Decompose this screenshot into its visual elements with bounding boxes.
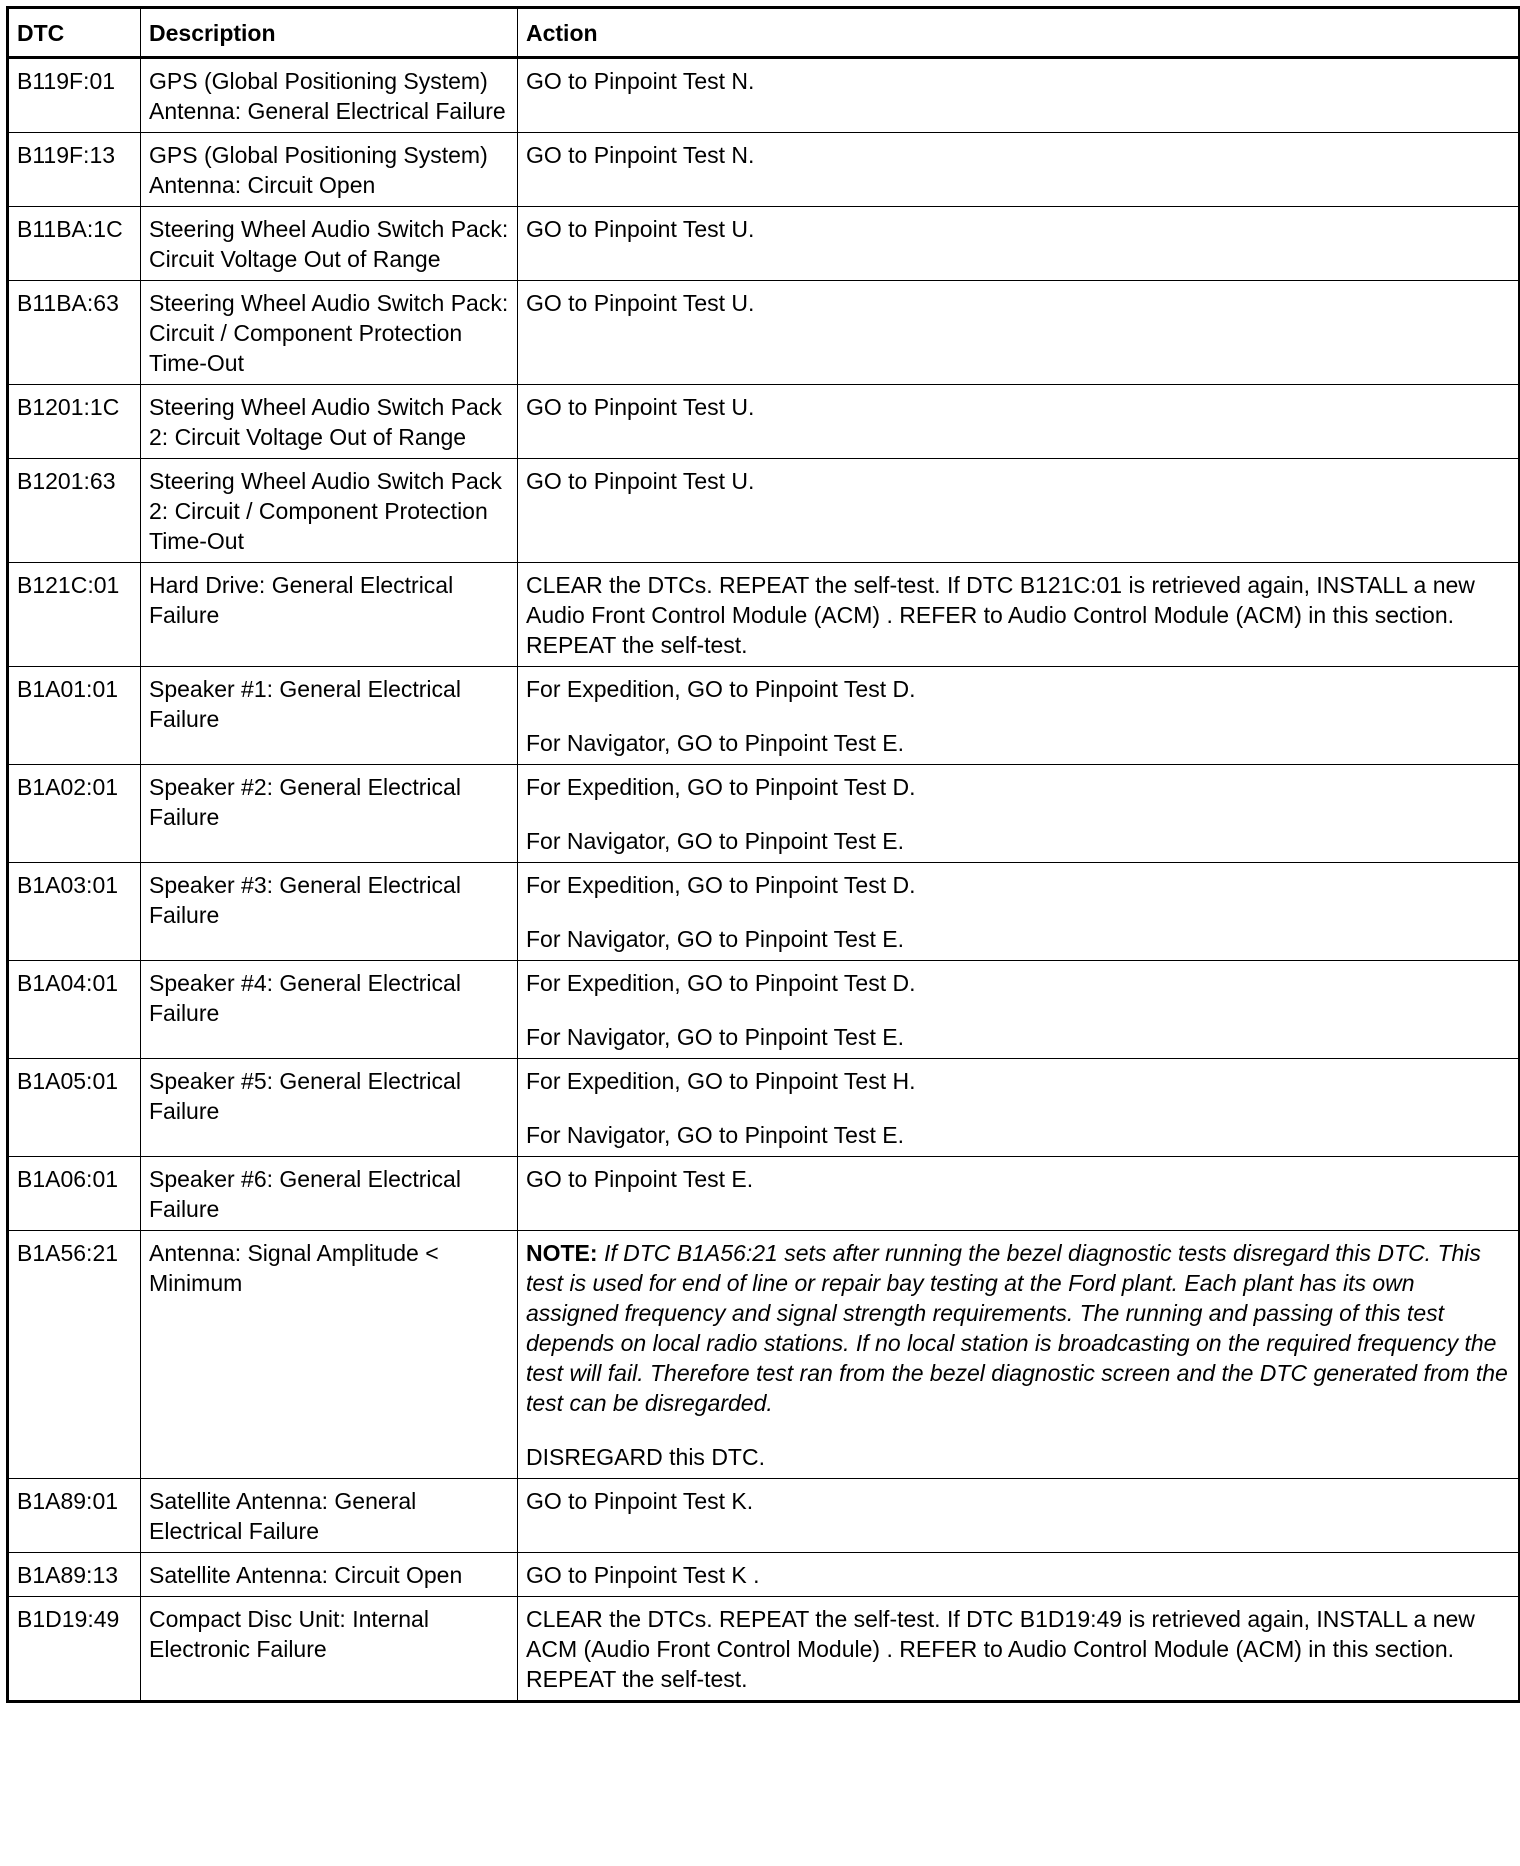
table-row	[8, 281, 1520, 385]
action-paragraph: GO to Pinpoint Test U.	[526, 394, 755, 420]
action-paragraph: GO to Pinpoint Test N.	[526, 142, 755, 168]
action-paragraph: CLEAR the DTCs. REPEAT the self-test. If DTC B121C:01 is retrieved again, INSTALL a new Audio Front Control Module (ACM) . REFER to Audio Control Module (ACM) in this section. REPEAT the self-test.	[526, 572, 1475, 658]
dtc-description: Antenna: Signal Amplitude < Minimum	[141, 1231, 518, 1479]
table-row	[8, 667, 1520, 765]
dtc-description: Steering Wheel Audio Switch Pack 2: Circuit / Component Protection Time-Out	[141, 459, 518, 563]
dtc-description: Speaker #2: General Electrical Failure	[141, 765, 518, 863]
dtc-table	[6, 6, 1520, 1703]
table-row	[8, 459, 1520, 563]
table-body	[8, 58, 1520, 1702]
dtc-description: Speaker #1: General Electrical Failure	[141, 667, 518, 765]
dtc-action	[518, 1479, 1520, 1553]
dtc-code: B11BA:1C	[8, 207, 141, 281]
dtc-code: B1A04:01	[8, 961, 141, 1059]
dtc-action	[518, 385, 1520, 459]
dtc-action	[518, 667, 1520, 765]
dtc-code: B121C:01	[8, 563, 141, 667]
action-paragraph: For Expedition, GO to Pinpoint Test D.	[526, 774, 916, 800]
dtc-code: B1A89:01	[8, 1479, 141, 1553]
dtc-table-container	[6, 6, 1520, 1703]
dtc-code: B1A05:01	[8, 1059, 141, 1157]
table-row	[8, 765, 1520, 863]
action-paragraph: For Navigator, GO to Pinpoint Test E.	[526, 828, 904, 854]
dtc-code: B1201:63	[8, 459, 141, 563]
dtc-code: B1201:1C	[8, 385, 141, 459]
action-paragraph: For Navigator, GO to Pinpoint Test E.	[526, 730, 904, 756]
action-paragraph: GO to Pinpoint Test U.	[526, 290, 755, 316]
action-paragraph: GO to Pinpoint Test U.	[526, 216, 755, 242]
dtc-description: GPS (Global Positioning System) Antenna: General Electrical Failure	[141, 58, 518, 133]
action-paragraph: GO to Pinpoint Test K .	[526, 1562, 760, 1588]
table-row	[8, 207, 1520, 281]
note-label: NOTE:	[526, 1240, 598, 1266]
dtc-action	[518, 281, 1520, 385]
table-row	[8, 1231, 1520, 1479]
action-paragraph: CLEAR the DTCs. REPEAT the self-test. If DTC B1D19:49 is retrieved again, INSTALL a new ACM (Audio Front Control Module) . REFER to Audio Control Module (ACM) in this section. REPEAT the self-test.	[526, 1606, 1475, 1692]
table-row	[8, 863, 1520, 961]
dtc-code: B1A03:01	[8, 863, 141, 961]
dtc-action	[518, 1157, 1520, 1231]
dtc-description: Steering Wheel Audio Switch Pack: Circuit / Component Protection Time-Out	[141, 281, 518, 385]
dtc-code: B1D19:49	[8, 1597, 141, 1702]
dtc-code: B11BA:63	[8, 281, 141, 385]
dtc-action	[518, 863, 1520, 961]
dtc-code: B1A06:01	[8, 1157, 141, 1231]
dtc-description: Speaker #5: General Electrical Failure	[141, 1059, 518, 1157]
table-header	[8, 8, 1520, 58]
header-action: Action	[518, 8, 1520, 58]
dtc-description: Speaker #6: General Electrical Failure	[141, 1157, 518, 1231]
dtc-action	[518, 765, 1520, 863]
action-paragraph: DISREGARD this DTC.	[526, 1444, 765, 1470]
dtc-description: Hard Drive: General Electrical Failure	[141, 563, 518, 667]
action-paragraph: For Expedition, GO to Pinpoint Test H.	[526, 1068, 916, 1094]
table-row	[8, 1597, 1520, 1702]
table-row	[8, 563, 1520, 667]
dtc-code: B119F:13	[8, 133, 141, 207]
dtc-description: GPS (Global Positioning System) Antenna: Circuit Open	[141, 133, 518, 207]
dtc-action	[518, 58, 1520, 133]
action-paragraph: For Navigator, GO to Pinpoint Test E.	[526, 926, 904, 952]
header-row	[8, 8, 1520, 58]
action-paragraph: For Navigator, GO to Pinpoint Test E.	[526, 1024, 904, 1050]
dtc-code: B1A56:21	[8, 1231, 141, 1479]
dtc-action	[518, 1231, 1520, 1479]
action-paragraph: GO to Pinpoint Test K.	[526, 1488, 754, 1514]
table-row	[8, 1059, 1520, 1157]
dtc-description: Satellite Antenna: Circuit Open	[141, 1553, 518, 1597]
dtc-code: B1A89:13	[8, 1553, 141, 1597]
table-row	[8, 133, 1520, 207]
dtc-code: B119F:01	[8, 58, 141, 133]
action-paragraph: GO to Pinpoint Test U.	[526, 468, 755, 494]
dtc-code: B1A02:01	[8, 765, 141, 863]
dtc-action	[518, 207, 1520, 281]
dtc-action	[518, 563, 1520, 667]
dtc-description: Steering Wheel Audio Switch Pack: Circuit Voltage Out of Range	[141, 207, 518, 281]
dtc-action	[518, 1597, 1520, 1702]
dtc-description: Speaker #4: General Electrical Failure	[141, 961, 518, 1059]
table-row	[8, 1479, 1520, 1553]
dtc-description: Satellite Antenna: General Electrical Failure	[141, 1479, 518, 1553]
note-text: If DTC B1A56:21 sets after running the bezel diagnostic tests disregard this DTC. This test is used for end of line or repair bay testing at the Ford plant. Each plant has its own assigned frequency and signal strength requirements. The running and passing of this test depends on local radio stations. If no local station is broadcasting on the required frequency the test will fail. Therefore test ran from the bezel diagnostic screen and the DTC generated from the test can be disregarded.	[526, 1240, 1508, 1416]
dtc-action	[518, 133, 1520, 207]
header-description: Description	[141, 8, 518, 58]
action-paragraph: For Navigator, GO to Pinpoint Test E.	[526, 1122, 904, 1148]
dtc-action	[518, 459, 1520, 563]
dtc-code: B1A01:01	[8, 667, 141, 765]
dtc-action	[518, 1059, 1520, 1157]
dtc-action	[518, 1553, 1520, 1597]
action-paragraph: GO to Pinpoint Test E.	[526, 1166, 754, 1192]
header-dtc: DTC	[8, 8, 141, 58]
action-paragraph: For Expedition, GO to Pinpoint Test D.	[526, 872, 916, 898]
table-row	[8, 961, 1520, 1059]
dtc-description: Steering Wheel Audio Switch Pack 2: Circuit Voltage Out of Range	[141, 385, 518, 459]
dtc-action	[518, 961, 1520, 1059]
table-row	[8, 1157, 1520, 1231]
table-row	[8, 385, 1520, 459]
action-paragraph: For Expedition, GO to Pinpoint Test D.	[526, 676, 916, 702]
action-paragraph: GO to Pinpoint Test N.	[526, 68, 755, 94]
dtc-description: Compact Disc Unit: Internal Electronic Failure	[141, 1597, 518, 1702]
table-row	[8, 1553, 1520, 1597]
table-row	[8, 58, 1520, 133]
dtc-description: Speaker #3: General Electrical Failure	[141, 863, 518, 961]
note-paragraph	[526, 1238, 1510, 1418]
action-paragraph: For Expedition, GO to Pinpoint Test D.	[526, 970, 916, 996]
